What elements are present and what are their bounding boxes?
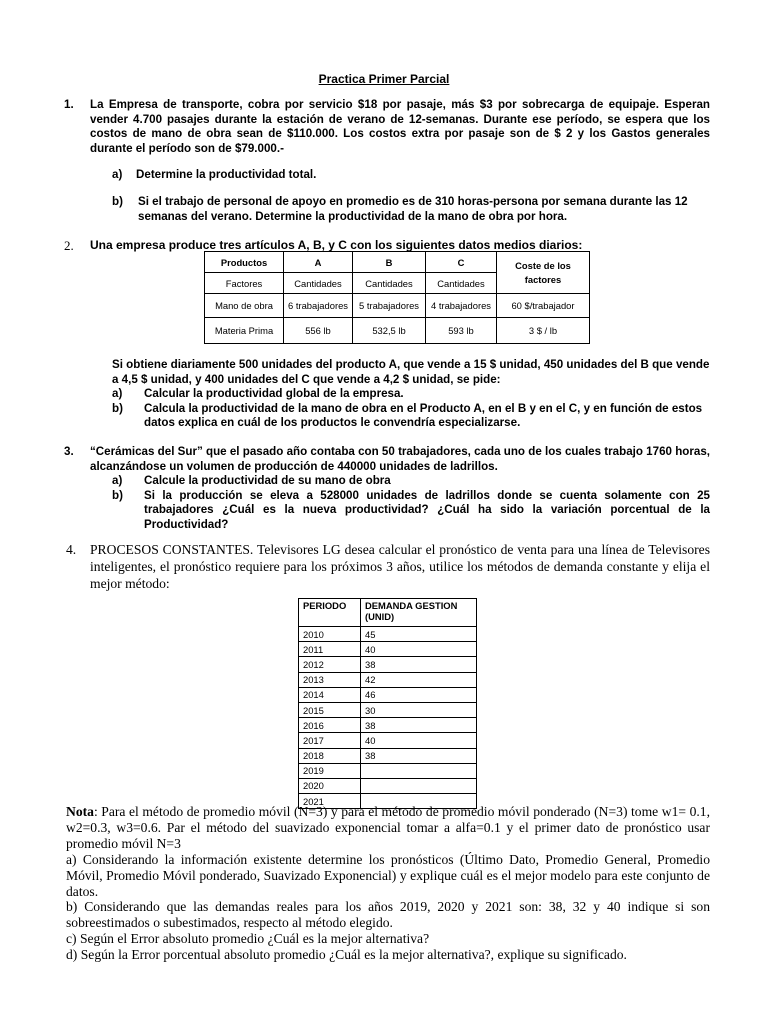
table-cell: Cantidades xyxy=(284,273,353,294)
note-intro xyxy=(66,804,710,852)
table-cell xyxy=(361,778,477,793)
question-1b-label: b) xyxy=(112,195,123,208)
table-header-cell: DEMANDA GESTION (UNID) xyxy=(361,599,477,627)
question-1a-text: Determine la productividad total. xyxy=(136,168,317,181)
page-title: Practica Primer Parcial xyxy=(318,72,450,86)
table-row xyxy=(205,294,590,318)
question-4-text: PROCESOS CONSTANTES. Televisores LG desea calcular el pronóstico de venta para una línea de Televisores inteligentes, el pronóstico requiere para los próximos 3 años, utilice los métodos de demanda constante y elija el mejor método: xyxy=(90,542,710,591)
table-cell: 2021 xyxy=(299,794,361,809)
table-cell: Cantidades xyxy=(426,273,497,294)
table-cell: 5 trabajadores xyxy=(353,294,426,318)
table-cell: Cantidades xyxy=(353,273,426,294)
table-cell: 2011 xyxy=(299,642,361,657)
question-3-text: “Cerámicas del Sur” que el pasado año contaba con 50 trabajadores, cada uno de los cuales trabajo 1760 horas, alcanzándose un volumen de producción de 440000 unidades de ladrillos. xyxy=(90,445,710,473)
table-cell: 2014 xyxy=(299,687,361,702)
note-item-a: a) Considerando la información existente determine los pronósticos (Último Dato, Promedio General, Promedio Móvil, Promedio Móvil ponderado, Suavizado Exponencial) y explique cuál es el mejor modelo para este conjunto de datos. xyxy=(66,851,710,899)
table-cell: 46 xyxy=(361,687,477,702)
table-row xyxy=(299,687,477,702)
table-cell: 60 $/trabajador xyxy=(497,294,590,318)
table-cell: 40 xyxy=(361,733,477,748)
question-2b xyxy=(112,402,712,431)
question-2b-text: Calcula la productividad de la mano de obra en el Producto A, en el B y en el C, y en función de estos datos explica en cuál de los productos le convendría especializarse. xyxy=(144,401,703,430)
table-cell: 4 trabajadores xyxy=(426,294,497,318)
question-1a-label: a) xyxy=(112,168,123,181)
products-table xyxy=(204,251,590,344)
table-row xyxy=(205,318,590,344)
question-3-list xyxy=(112,474,710,532)
table-header-cell: Productos xyxy=(205,252,284,273)
question-2-text: Una empresa produce tres artículos A, B, y C con los siguientes datos medios diarios: xyxy=(90,238,583,252)
table-cell: 42 xyxy=(361,672,477,687)
table-row xyxy=(299,599,477,627)
table-row xyxy=(299,733,477,748)
table-cell: Factores xyxy=(205,273,284,294)
table-row xyxy=(299,778,477,793)
table-cell: 532,5 lb xyxy=(353,318,426,344)
table-row xyxy=(299,627,477,642)
question-2a-text: Calcular la productividad global de la empresa. xyxy=(144,387,404,401)
table-header-cell: Coste de los factores xyxy=(497,252,590,294)
table-row xyxy=(299,702,477,717)
note-text: : Para el método de promedio móvil (N=3) y para el método de promedio móvil ponderado (N=3) tome w1= 0.1, w2=0.3, w3=0.6. Par el método del suavizado exponencial tomar a alfa=0.1 y el primer dato de pronóstico usar promedio móvil N=3 xyxy=(66,804,710,851)
question-3b xyxy=(112,489,710,533)
table-header-cell: C xyxy=(426,252,497,273)
table-cell: 2015 xyxy=(299,702,361,717)
table-header-cell: B xyxy=(353,252,426,273)
question-1 xyxy=(66,98,710,156)
table-row xyxy=(299,748,477,763)
question-1b-text: Si el trabajo de personal de apoyo en promedio es de 310 horas-persona por semana durante las 12 semanas del verano. Determine la productividad de la mano de obra por hora. xyxy=(138,195,688,223)
note-label: Nota xyxy=(66,804,94,819)
table-row xyxy=(299,718,477,733)
note-section xyxy=(66,804,710,963)
table-cell: 6 trabajadores xyxy=(284,294,353,318)
demand-table xyxy=(298,598,477,809)
table-cell: 30 xyxy=(361,702,477,717)
table-cell: 38 xyxy=(361,748,477,763)
table-cell: 2016 xyxy=(299,718,361,733)
question-3a-label: a) xyxy=(112,474,123,488)
table-cell: 38 xyxy=(361,718,477,733)
table-header-cell: PERIODO xyxy=(299,599,361,627)
question-4-number: 4. xyxy=(66,542,77,557)
question-3b-text: Si la producción se eleva a 528000 unidades de ladrillos donde se cuenta solamente con 25 trabajadores ¿Cuál es la nueva productividad? ¿Cuál ha sido la variación porcentual de la Productividad? xyxy=(144,488,710,531)
table-cell: 45 xyxy=(361,627,477,642)
table-row xyxy=(299,763,477,778)
table-cell: 2019 xyxy=(299,763,361,778)
table-cell: 2017 xyxy=(299,733,361,748)
question-2a-label: a) xyxy=(112,387,123,401)
table-cell: 3 $ / lb xyxy=(497,318,590,344)
note-item-c: c) Según el Error absoluto promedio ¿Cuál es la mejor alternativa? xyxy=(66,931,430,947)
table-cell: Materia Prima xyxy=(205,318,284,344)
question-2a xyxy=(112,387,712,402)
table-cell: 2018 xyxy=(299,748,361,763)
question-1-text: La Empresa de transporte, cobra por servicio $18 por pasaje, más $3 por sobrecarga de equipaje. Esperan vender 4.700 pasajes durante la estación de verano de 12-semanas. Durante ese período, se espera que los costos de mano de obra sean de $110.000. Los costos extra por pasaje son de $ 2 y los Gastos generales durante el período son de $79.000.- xyxy=(90,98,710,155)
table-cell: 593 lb xyxy=(426,318,497,344)
table-cell: 2013 xyxy=(299,672,361,687)
question-3b-label: b) xyxy=(112,488,123,502)
question-3a-text: Calcule la productividad de su mano de obra xyxy=(144,474,391,488)
question-3a xyxy=(112,474,710,489)
table-header-cell: A xyxy=(284,252,353,273)
question-3 xyxy=(66,445,710,533)
question-1a xyxy=(112,168,317,183)
question-1-number: 1. xyxy=(64,98,74,111)
note-item-b: b) Considerando que las demandas reales para los años 2019, 2020 y 2021 son: 38, 32 y 40 indique si son sobreestimados o subestimados, respecto al método elegido. xyxy=(66,899,710,931)
question-2-body xyxy=(112,358,712,431)
question-2-number: 2. xyxy=(64,238,74,253)
table-cell: 2012 xyxy=(299,657,361,672)
question-3-number: 3. xyxy=(64,445,74,458)
table-cell: 40 xyxy=(361,642,477,657)
table-row xyxy=(299,672,477,687)
table-cell: 2020 xyxy=(299,778,361,793)
table-cell: 2010 xyxy=(299,627,361,642)
question-2-intro: Si obtiene diariamente 500 unidades del producto A, que vende a 15 $ unidad, 450 unidades del B que vende a 4,5 $ unidad, y 400 unidades del C que vende a 4,2 $ unidad, se pide: xyxy=(112,358,710,386)
table-cell: Mano de obra xyxy=(205,294,284,318)
table-cell: 38 xyxy=(361,657,477,672)
question-2b-label: b) xyxy=(112,401,123,415)
table-cell: 556 lb xyxy=(284,318,353,344)
question-1b xyxy=(112,195,712,224)
table-row xyxy=(299,657,477,672)
table-row xyxy=(205,252,590,273)
question-4 xyxy=(66,542,710,592)
table-cell xyxy=(361,763,477,778)
table-row xyxy=(299,642,477,657)
note-item-d: d) Según la Error porcentual absoluto promedio ¿Cuál es la mejor alternativa?, explique su significado. xyxy=(66,947,627,963)
